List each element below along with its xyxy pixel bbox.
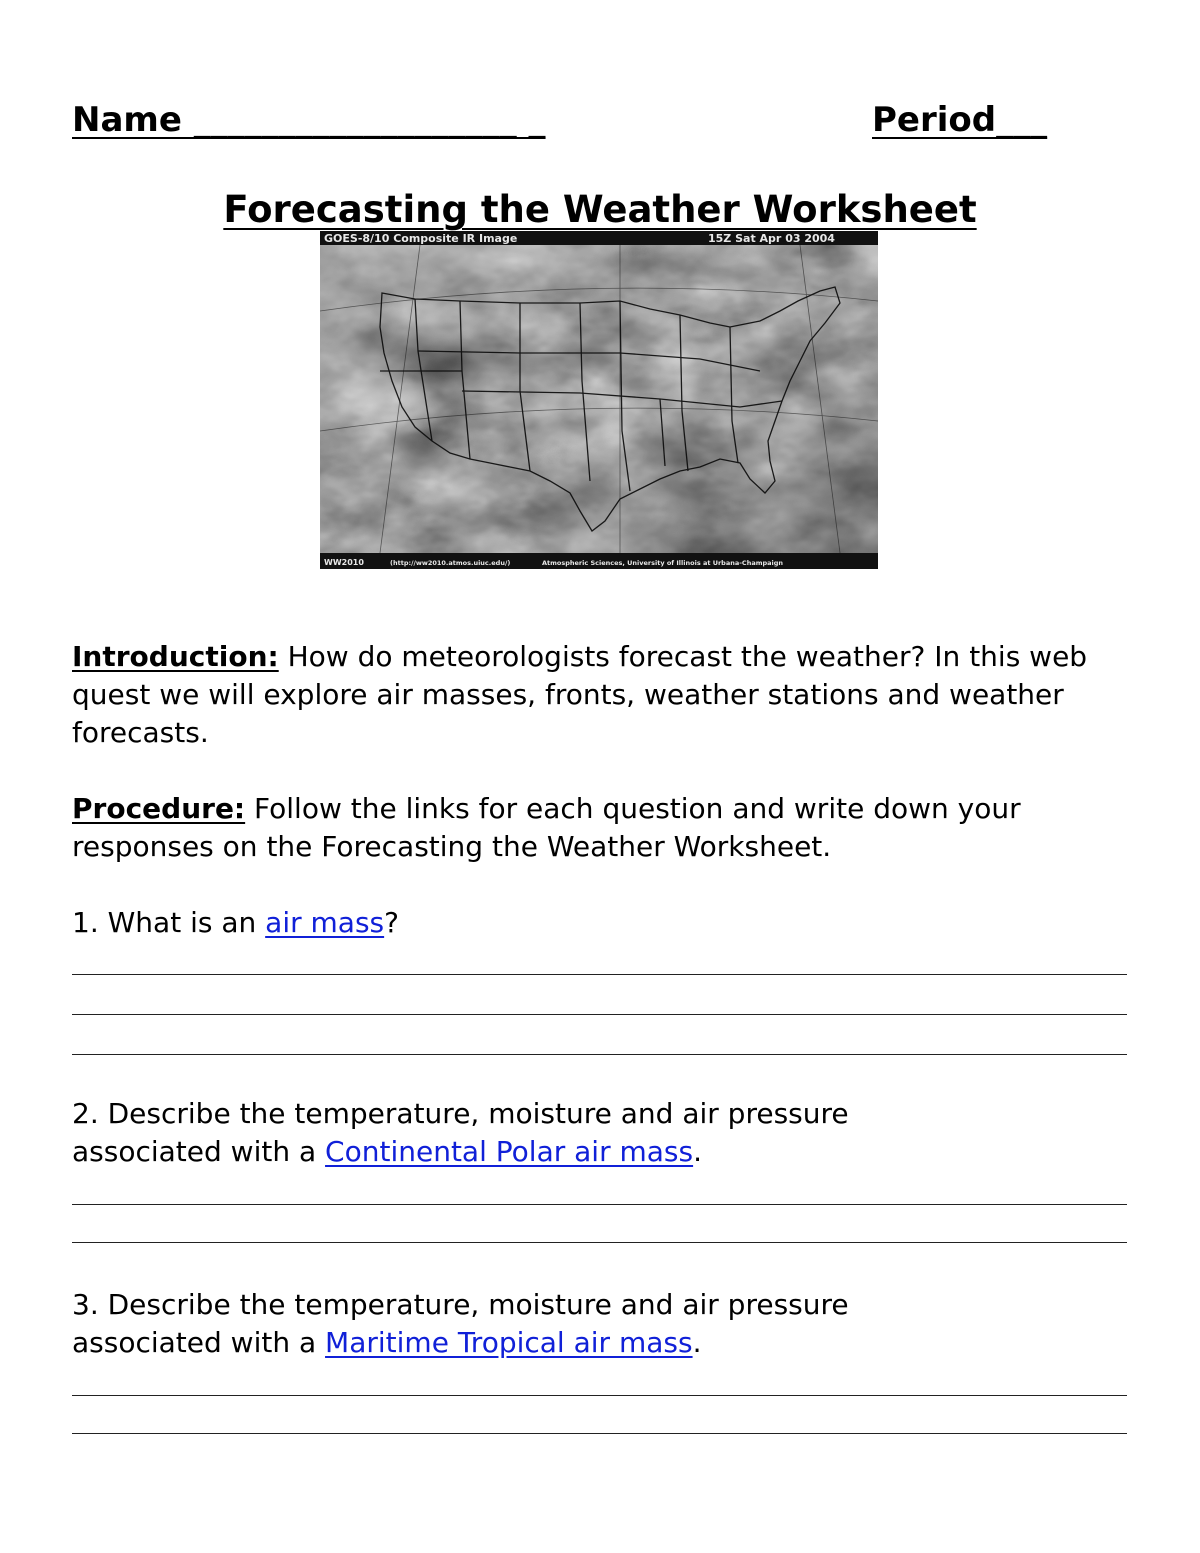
question-1	[72, 904, 1132, 942]
satellite-footer-left: WW2010	[324, 558, 364, 567]
satellite-footer-right: Atmospheric Sciences, University of Illinois at Urbana-Champaign	[542, 559, 784, 567]
introduction-label: Introduction:	[72, 640, 279, 673]
question-3-suffix: .	[692, 1326, 702, 1359]
answer-line[interactable]	[72, 974, 1127, 975]
answer-line[interactable]	[72, 1014, 1127, 1015]
satellite-footer-mid: (http://ww2010.atmos.uiuc.edu/)	[390, 559, 511, 567]
maritime-tropical-link[interactable]: Maritime Tropical air mass	[325, 1326, 693, 1359]
question-2-suffix: .	[693, 1135, 702, 1168]
procedure-label: Procedure:	[72, 792, 246, 825]
air-mass-link[interactable]: air mass	[265, 906, 385, 939]
satellite-caption-left: GOES-8/10 Composite IR Image	[324, 232, 518, 245]
procedure-paragraph	[72, 790, 1132, 866]
question-3-text: 3. Describe the temperature, moisture and air pressure associated with a	[72, 1288, 849, 1359]
answer-line[interactable]	[72, 1054, 1127, 1055]
question-2	[72, 1095, 972, 1171]
answer-line[interactable]	[72, 1242, 1127, 1243]
answer-line[interactable]	[72, 1433, 1127, 1434]
continental-polar-link[interactable]: Continental Polar air mass	[325, 1135, 694, 1168]
answer-line[interactable]	[72, 1204, 1127, 1205]
period-field-label[interactable]: Period___	[872, 100, 1048, 140]
satellite-image	[320, 231, 878, 569]
introduction-paragraph	[72, 638, 1132, 752]
question-1-text: 1. What is an	[72, 906, 266, 939]
question-2-text: 2. Describe the temperature, moisture and air pressure associated with a	[72, 1097, 849, 1168]
question-1-suffix: ?	[384, 906, 399, 939]
name-field-label[interactable]: Name ___________________ _	[72, 100, 546, 140]
worksheet-title: Forecasting the Weather Worksheet	[223, 188, 977, 231]
procedure-text: Follow the links for each question and write down your responses on the Forecasting the Weather Worksheet.	[72, 792, 1021, 863]
satellite-caption-right: 15Z Sat Apr 03 2004	[708, 232, 835, 245]
answer-line[interactable]	[72, 1395, 1127, 1396]
introduction-text: How do meteorologists forecast the weather? In this web quest we will explore air masses, fronts, weather stations and weather forecasts.	[72, 640, 1088, 749]
satellite-map-graphic	[320, 231, 878, 569]
question-3	[72, 1286, 972, 1362]
